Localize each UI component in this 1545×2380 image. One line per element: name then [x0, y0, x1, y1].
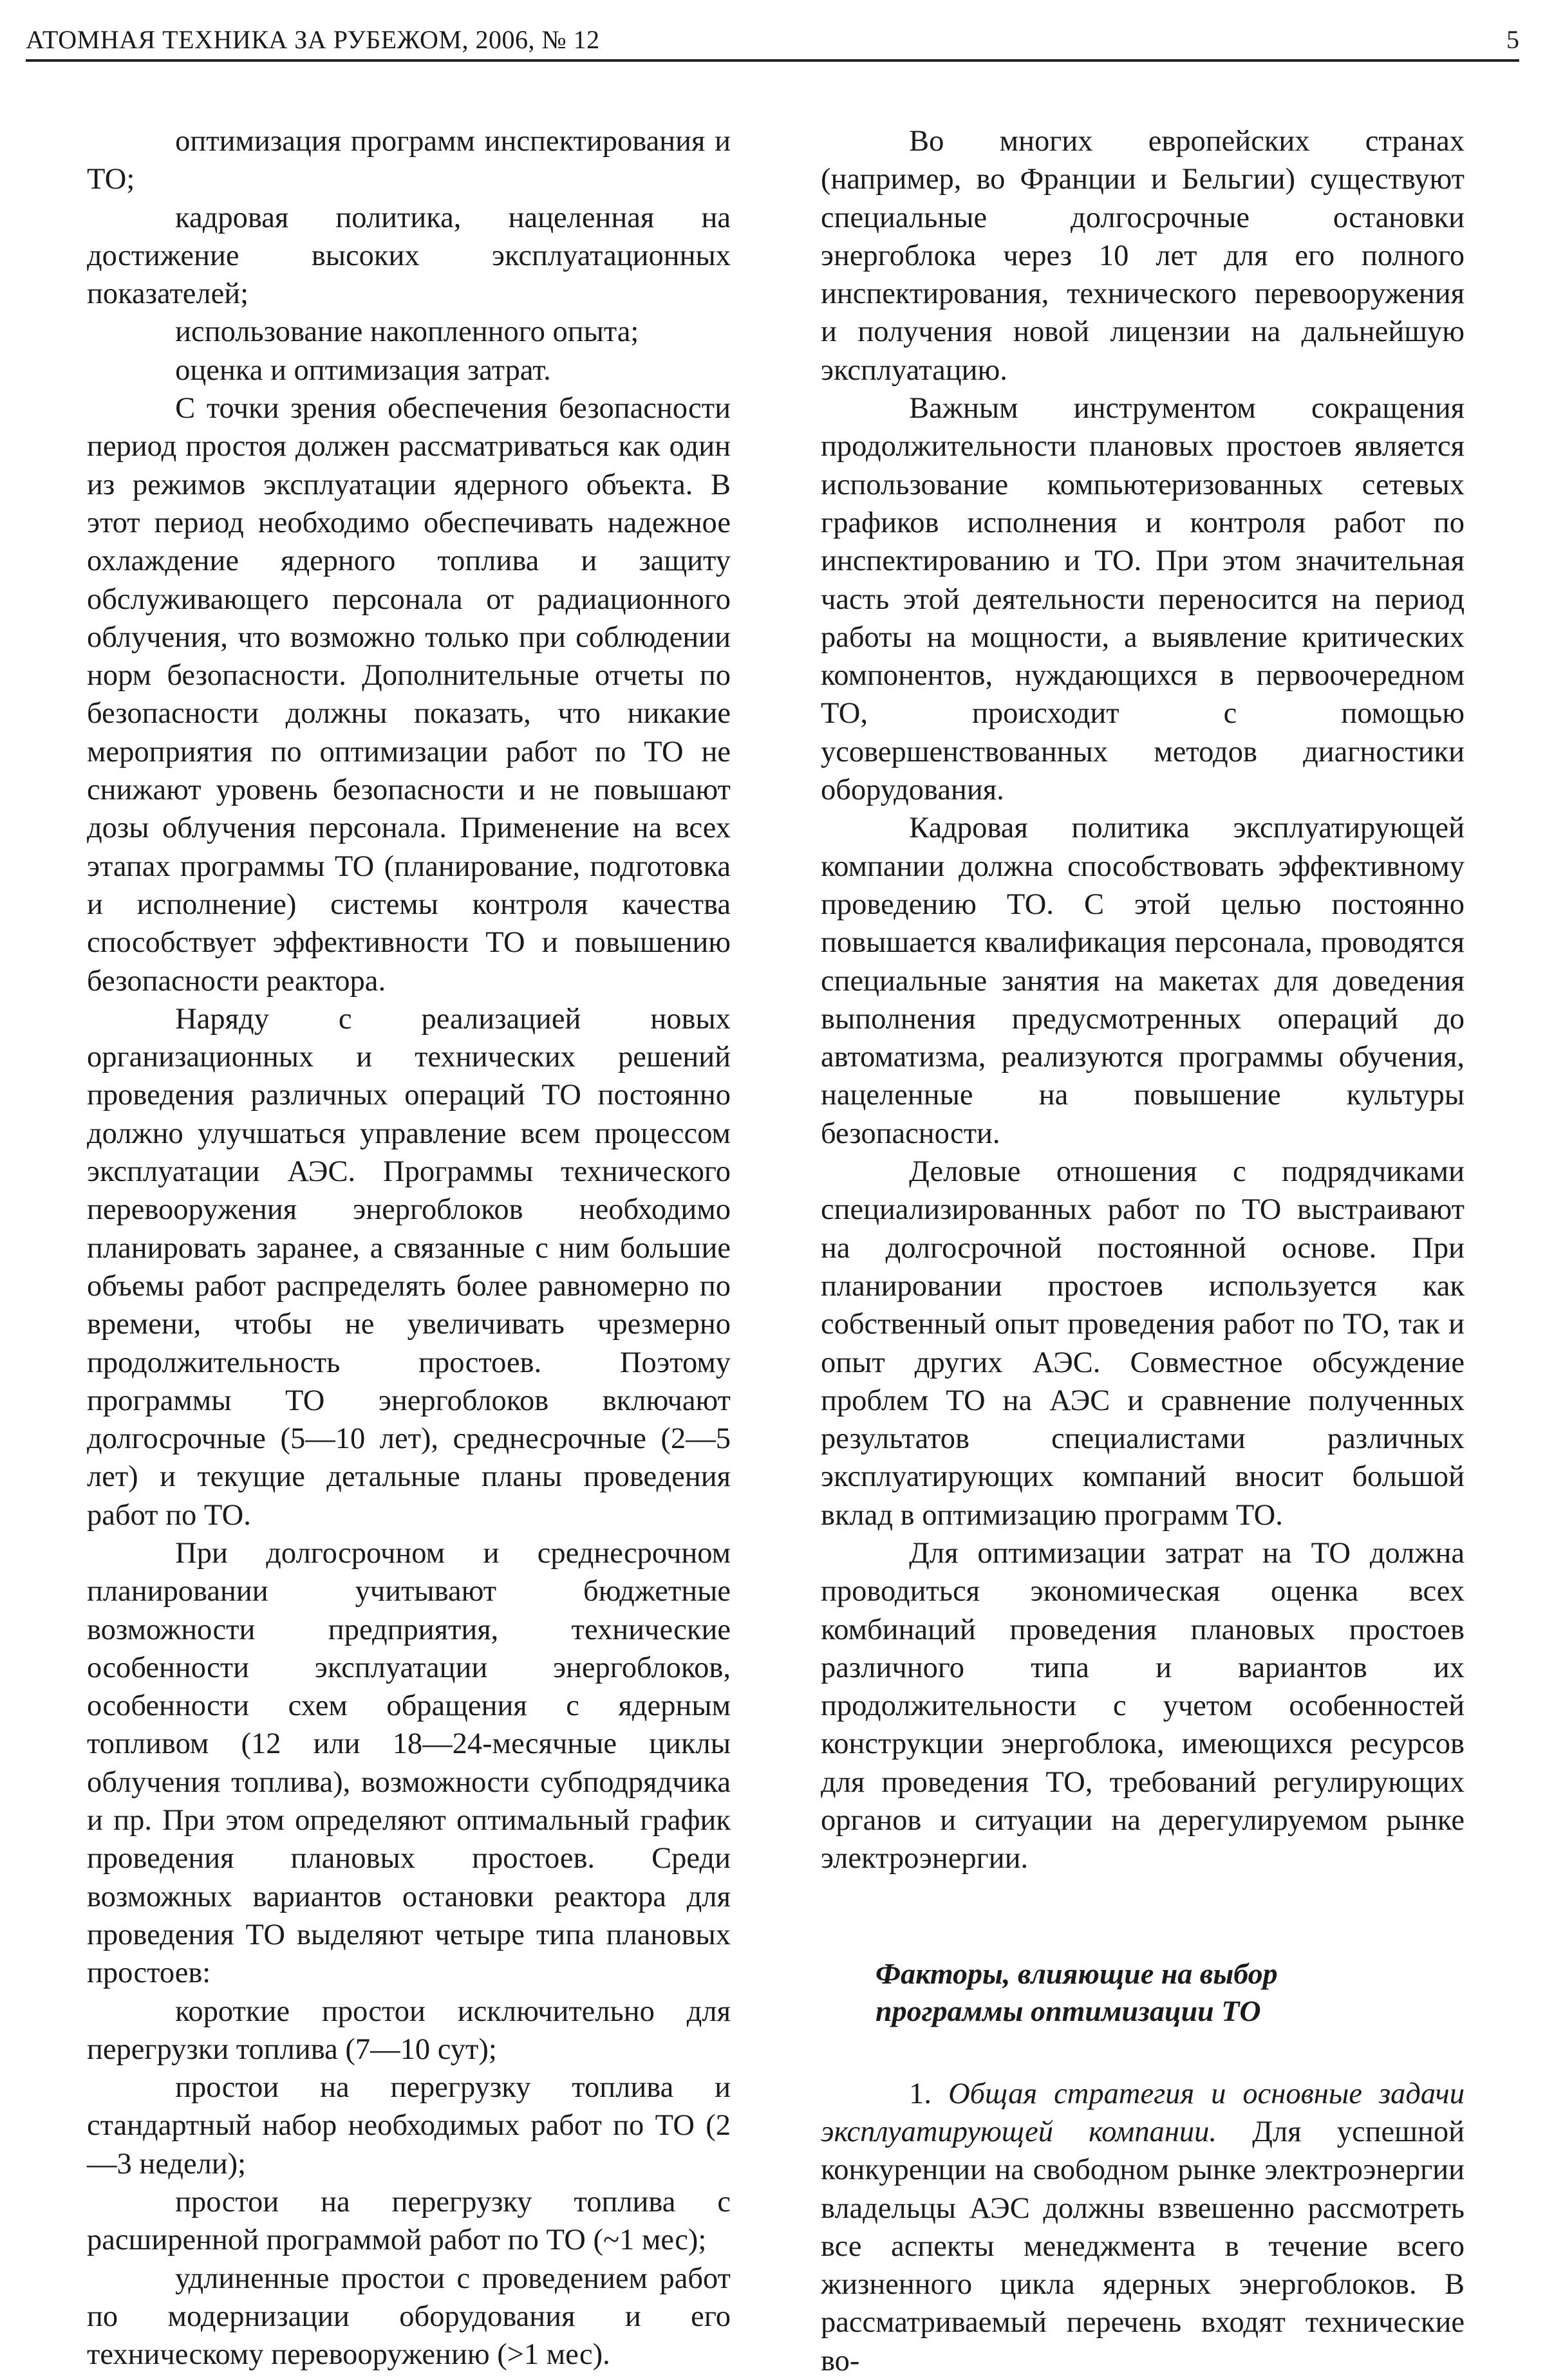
paragraph-management: Наряду с реализацией новых организационных и технических решений проведения различных операций ТО постоянно должно улучшаться управление всем процессом эксплуатации АЭС. Программы технического перевооружения энергоблоков необходимо планировать заранее, а связанные с ним большие объемы работ распределять более равномерно по времени, чтобы не увеличивать чрезмерно продолжительность простоев. Поэтому программы ТО энергоблоков включают долгосрочные (5—10 лет), среднесрочные (2—5 лет) и текущие детальные планы проведения работ по ТО.	[87, 1002, 731, 1532]
paragraph-europe: Во многих европейских странах (например, во Франции и Бельгии) существуют специальные долгосрочные остановки энергоблока через 10 лет для его полного инспектирования, технического перевооружения и получения новой лицензии на дальнейшую эксплуатацию.	[821, 125, 1465, 387]
section-heading	[821, 1955, 1465, 2030]
paragraph-planning: При долгосрочном и среднесрочном планировании учитывают бюджетные возможности предприятия, технические особенности эксплуатации энергоблоков, особенности схем обращения с ядерным топливом (12 или 18—24-месячные циклы облучения топлива), возможности субподрядчика и пр. При этом определяют оптимальный график проведения плановых простоев. Среди возможных вариантов остановки реактора для проведения ТО выделяют четыре типа плановых простоев:	[87, 1536, 731, 1990]
paragraph-staff-policy: Кадровая политика эксплуатирующей компании должна способствовать эффективному проведению ТО. С этой целью постоянно повышается квалификация персонала, проводятся специальные занятия на макетах для доведения выполнения предусмотренных операций до автоматизма, реализуются программы обучения, нацеленные на повышение культуры безопасности.	[821, 812, 1465, 1150]
left-column	[87, 122, 731, 2374]
journal-title: АТОМНАЯ ТЕХНИКА ЗА РУБЕЖОМ, 2006, № 12	[26, 25, 600, 54]
list-item-experience: использование накопленного опыта;	[175, 315, 639, 349]
outage-type-short: короткие простои исключительно для перегрузки топлива (7—10 сут);	[87, 1994, 731, 2066]
item-number: 1.	[909, 2077, 932, 2110]
section-heading-line: программы оптимизации ТО	[876, 1994, 1261, 2027]
paragraph-cost-optimization: Для оптимизации затрат на ТО должна проводиться экономическая оценка всех комбинаций проведения плановых простоев различного типа и вариантов их продолжительности с учетом особенностей конструкции энергоблока, имеющихся ресурсов для проведения ТО, требований регулирующих органов и ситуации на дерегулируемом рынке электроэнергии.	[821, 1536, 1465, 1875]
paragraph-contractors: Деловые отношения с подрядчиками специализированных работ по ТО выстраивают на долгосрочной постоянной основе. При планировании простоев используется как собственный опыт проведения работ по ТО, так и опыт других АЭС. Совместное обсуждение проблем ТО на АЭС и сравнение полученных результатов специалистами различных эксплуатирующих компаний вносит большой вклад в оптимизацию программ ТО.	[821, 1155, 1465, 1532]
paragraph-safety: С точки зрения обеспечения безопасности период простоя должен рассматриваться как один из режимов эксплуатации ядерного объекта. В этот период необходимо обеспечивать надежное охлаждение ядерного топлива и защиту обслуживающего персонала от радиационного облучения, что возможно только при соблюдении норм безопасности. Дополнительные отчеты по безопасности должны показать, что никакие мероприятия по оптимизации работ по ТО не снижают уровень безопасности и не повышают дозы облучения персонала. Применение на всех этапах программы ТО (планирование, подготовка и исполнение) системы контроля качества способствует эффективности ТО и повышению безопасности реактора.	[87, 392, 731, 998]
running-header	[26, 19, 1519, 62]
right-column	[821, 122, 1465, 2380]
item-title: Общая стратегия и основные задачи эксплуатирующей компании.	[821, 2077, 1465, 2148]
outage-type-standard: простои на перегрузку топлива и стандартный набор необходимых работ по ТО (2—3 недели);	[87, 2071, 731, 2180]
item-text: Для успешной конкуренции на свободном рынке электроэнергии владельцы АЭС должны взвешенно рассмотреть все аспекты менеджмента в течение всего жизненного цикла ядерных энергоблоков. В рассматриваемый перечень входят технические во-	[821, 2115, 1465, 2377]
outage-type-long: удлиненные простои с проведением работ по модернизации оборудования и его техническому перевооружению (>1 мес).	[87, 2262, 731, 2372]
list-item-inspection: оптимизация программ инспектирования и ТО;	[87, 125, 731, 196]
section-heading-line: Факторы, влияющие на выбор	[876, 1957, 1278, 1990]
paragraph-strategy	[821, 2075, 1465, 2380]
page-number: 5	[1506, 25, 1519, 54]
outage-type-extended: простои на перегрузку топлива с расширенной программой работ по ТО (~1 мес);	[87, 2186, 731, 2257]
list-item-costs: оценка и оптимизация затрат.	[175, 353, 551, 387]
list-item-personnel: кадровая политика, нацеленная на достижение высоких эксплуатационных показателей;	[87, 201, 731, 311]
paragraph-scheduling-tools: Важным инструментом сокращения продолжительности плановых простоев является использование компьютеризованных сетевых графиков исполнения и контроля работ по инспектированию и ТО. При этом значительная часть этой деятельности переносится на период работы на мощности, а выявление критических компонентов, нуждающихся в первоочередном ТО, происходит с помощью усовершенствованных методов диагностики оборудования.	[821, 392, 1465, 807]
